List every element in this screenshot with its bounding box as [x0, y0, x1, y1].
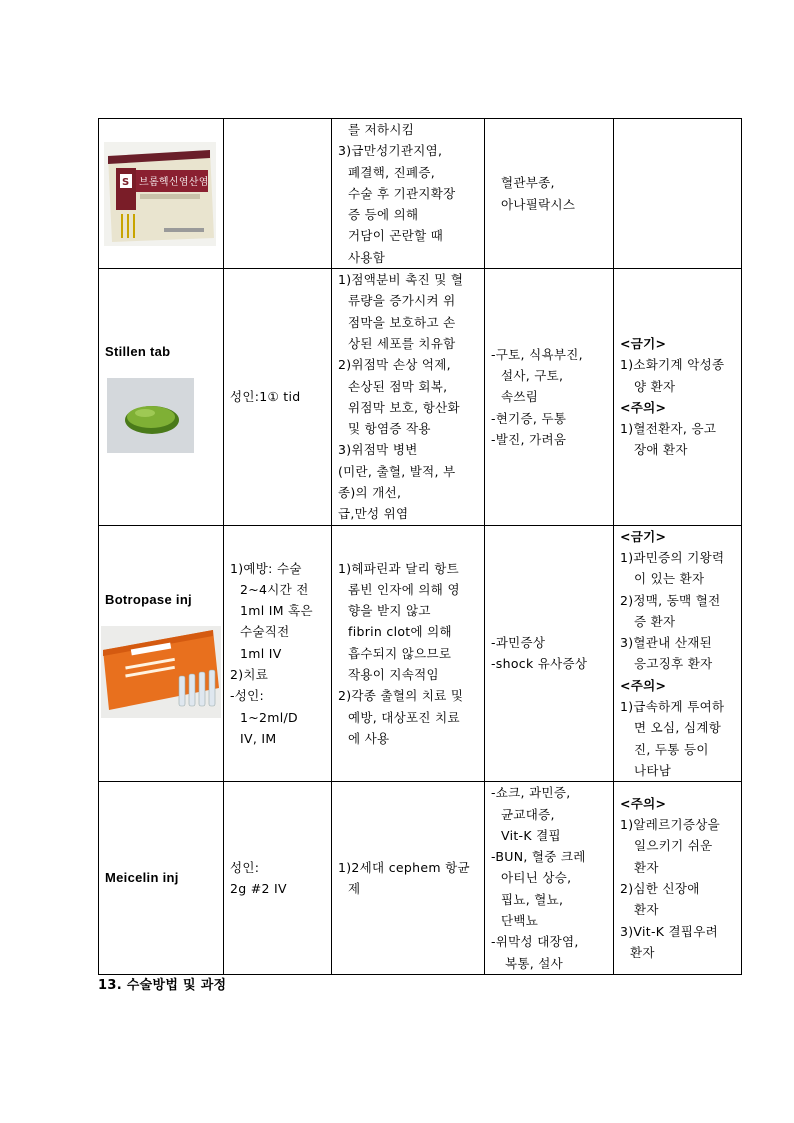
caution-line: 증 환자	[634, 613, 676, 629]
effects-line: 상된 세포를 치유함	[348, 335, 456, 351]
side-line: 균교대증,	[501, 806, 555, 822]
effects-line: 손상된 점막 회복,	[348, 378, 448, 394]
box-label: 브롬헥신염산염	[139, 176, 209, 188]
side-line: 핍뇨, 혈뇨,	[501, 891, 564, 907]
effects-line: 류량을 증가시켜 위	[348, 293, 456, 309]
effects-line: 종)의 개선,	[338, 485, 402, 501]
dose-line: 1ml IV	[240, 645, 282, 661]
caution-line: 2)심한 신장애	[620, 881, 700, 897]
dose-line: 2)치료	[230, 667, 269, 683]
side-line: 단백뇨	[501, 912, 539, 928]
dose-cell	[224, 269, 332, 526]
dose-cell	[224, 782, 332, 975]
side-line: 혈관부종,	[501, 175, 555, 191]
broncomucin-box-image	[104, 142, 216, 246]
drug-cell	[99, 782, 224, 975]
caution-line: 1)과민증의 기왕력	[620, 549, 725, 565]
caution-line: 3)혈관내 산재된	[620, 635, 712, 651]
effects-line: 3)위점막 병변	[338, 442, 418, 458]
caution-line: 이 있는 환자	[634, 571, 705, 587]
caution-line: <금기>	[620, 335, 667, 351]
dose-cell	[224, 525, 332, 782]
caution-line: 면 오심, 심계항	[634, 720, 722, 736]
side-effects-cell	[485, 269, 614, 526]
dose-line: -성인:	[230, 688, 265, 704]
side-effects-cell	[485, 525, 614, 782]
caution-line: 환자	[630, 944, 655, 960]
side-line: -BUN, 혈중 크레	[491, 849, 586, 865]
section-title: 13. 수술방법 및 과정	[98, 978, 227, 993]
drug-name: Botropase inj	[105, 591, 192, 607]
caution-line: 1)소화기계 악성종	[620, 357, 725, 373]
effects-line: (미란, 출혈, 발적, 부	[338, 463, 456, 479]
dose-line: 성인:	[230, 859, 260, 875]
effects-line: 1)2세대 cephem 항균	[338, 859, 470, 875]
caution-cell	[614, 782, 742, 975]
caution-line: <주의>	[620, 399, 667, 415]
dose-line: 수술직전	[240, 624, 290, 640]
caution-line: 1)알레르기증상을	[620, 817, 721, 833]
side-line: -구토, 식욕부진,	[491, 346, 583, 362]
effects-line: 향을 받지 않고	[348, 603, 431, 619]
effects-line: 점막을 보호하고 손	[348, 314, 456, 330]
drug-cell	[99, 119, 224, 269]
drug-cell	[99, 269, 224, 526]
caution-line: 환자	[634, 902, 659, 918]
effects-line: 1)점액분비 촉진 및 혈	[338, 272, 464, 288]
dose-line: 2g #2 IV	[230, 881, 287, 897]
side-line: -과민증상	[491, 635, 546, 651]
caution-line: 응고징후 환자	[634, 656, 713, 672]
effects-line: 롬빈 인자에 의해 영	[348, 581, 460, 597]
dose-cell	[224, 119, 332, 269]
caution-line: <주의>	[620, 795, 667, 811]
table-row	[99, 119, 742, 269]
side-line: 아나필락시스	[501, 196, 576, 212]
table-row	[99, 782, 742, 975]
side-line: -현기증, 두통	[491, 410, 567, 426]
effects-line: 사용함	[348, 249, 386, 265]
caution-line: 3)Vit-K 결핍우려	[620, 923, 719, 939]
effects-line: 증 등에 의해	[348, 207, 419, 223]
effects-line: 급,만성 위염	[338, 506, 409, 522]
effects-line: 및 항염증 작용	[348, 421, 431, 437]
side-line: 설사, 구토,	[501, 367, 564, 383]
effects-line: 3)급만성기관지염,	[338, 143, 443, 159]
dose-line: 1~2ml/D	[240, 709, 298, 725]
dose-line: 1ml IM 혹은	[240, 603, 313, 619]
effects-cell	[332, 119, 485, 269]
caution-cell	[614, 525, 742, 782]
side-line: -위막성 대장염,	[491, 934, 579, 950]
caution-cell	[614, 119, 742, 269]
caution-line: <금기>	[620, 528, 667, 544]
caution-line: 장애 환자	[634, 442, 688, 458]
drug-name: Stillen tab	[105, 343, 171, 359]
side-line: -shock 유사증상	[491, 656, 588, 672]
effects-line: 제	[348, 881, 361, 897]
side-effects-cell	[485, 782, 614, 975]
side-line: -쇼크, 과민증,	[491, 785, 571, 801]
side-line: 복통, 설사	[505, 955, 564, 971]
effects-line: fibrin clot에 의해	[348, 624, 452, 640]
effects-cell	[332, 269, 485, 526]
drug-table	[98, 118, 742, 975]
dose-line: 1)예방: 수술	[230, 560, 302, 576]
table-row	[99, 525, 742, 782]
caution-line: 2)정맥, 동맥 혈전	[620, 592, 721, 608]
effects-line: 폐결핵, 진폐증,	[348, 164, 436, 180]
side-line: 아티닌 상승,	[501, 870, 572, 886]
caution-line: 진, 두통 등이	[634, 741, 709, 757]
caution-cell	[614, 269, 742, 526]
side-line: -발진, 가려움	[491, 431, 567, 447]
green-tablet-image	[107, 378, 194, 453]
caution-line: 환자	[634, 859, 659, 875]
effects-line: 작용이 지속적임	[348, 667, 439, 683]
drug-name: Meicelin inj	[105, 870, 179, 886]
caution-line: 일으키기 쉬운	[634, 838, 713, 854]
effects-line: 2)각종 출혈의 치료 및	[338, 688, 464, 704]
drug-cell	[99, 525, 224, 782]
side-line: Vit-K 결핍	[501, 827, 561, 843]
svg-text:S: S	[122, 176, 130, 188]
effects-line: 1)헤파린과 달리 항트	[338, 560, 459, 576]
caution-line: 1)급속하게 투여하	[620, 699, 725, 715]
effects-line: 2)위점막 손상 억제,	[338, 357, 451, 373]
effects-line: 수술 후 기관지확장	[348, 185, 456, 201]
effects-cell	[332, 525, 485, 782]
side-effects-cell	[485, 119, 614, 269]
effects-line: 위점막 보호, 항산화	[348, 399, 460, 415]
effects-line: 에 사용	[348, 730, 390, 746]
effects-line: 예방, 대상포진 치료	[348, 709, 460, 725]
effects-line: 거담이 곤란할 때	[348, 228, 444, 244]
table-row	[99, 269, 742, 526]
effects-line: 흡수되지 않으므로	[348, 645, 452, 661]
dose-line: 2~4시간 전	[240, 581, 309, 597]
caution-line: <주의>	[620, 677, 667, 693]
caution-line: 나타남	[634, 762, 672, 778]
side-line: 속쓰림	[501, 389, 539, 405]
effects-line: 를 저하시킴	[348, 122, 415, 137]
caution-line: 1)혈전환자, 응고	[620, 421, 717, 437]
caution-line: 양 환자	[634, 378, 676, 394]
ampoule-box-image	[101, 626, 221, 718]
dose-line: IV, IM	[240, 730, 277, 746]
effects-cell	[332, 782, 485, 975]
dose-line: 성인:1① tid	[230, 389, 301, 405]
